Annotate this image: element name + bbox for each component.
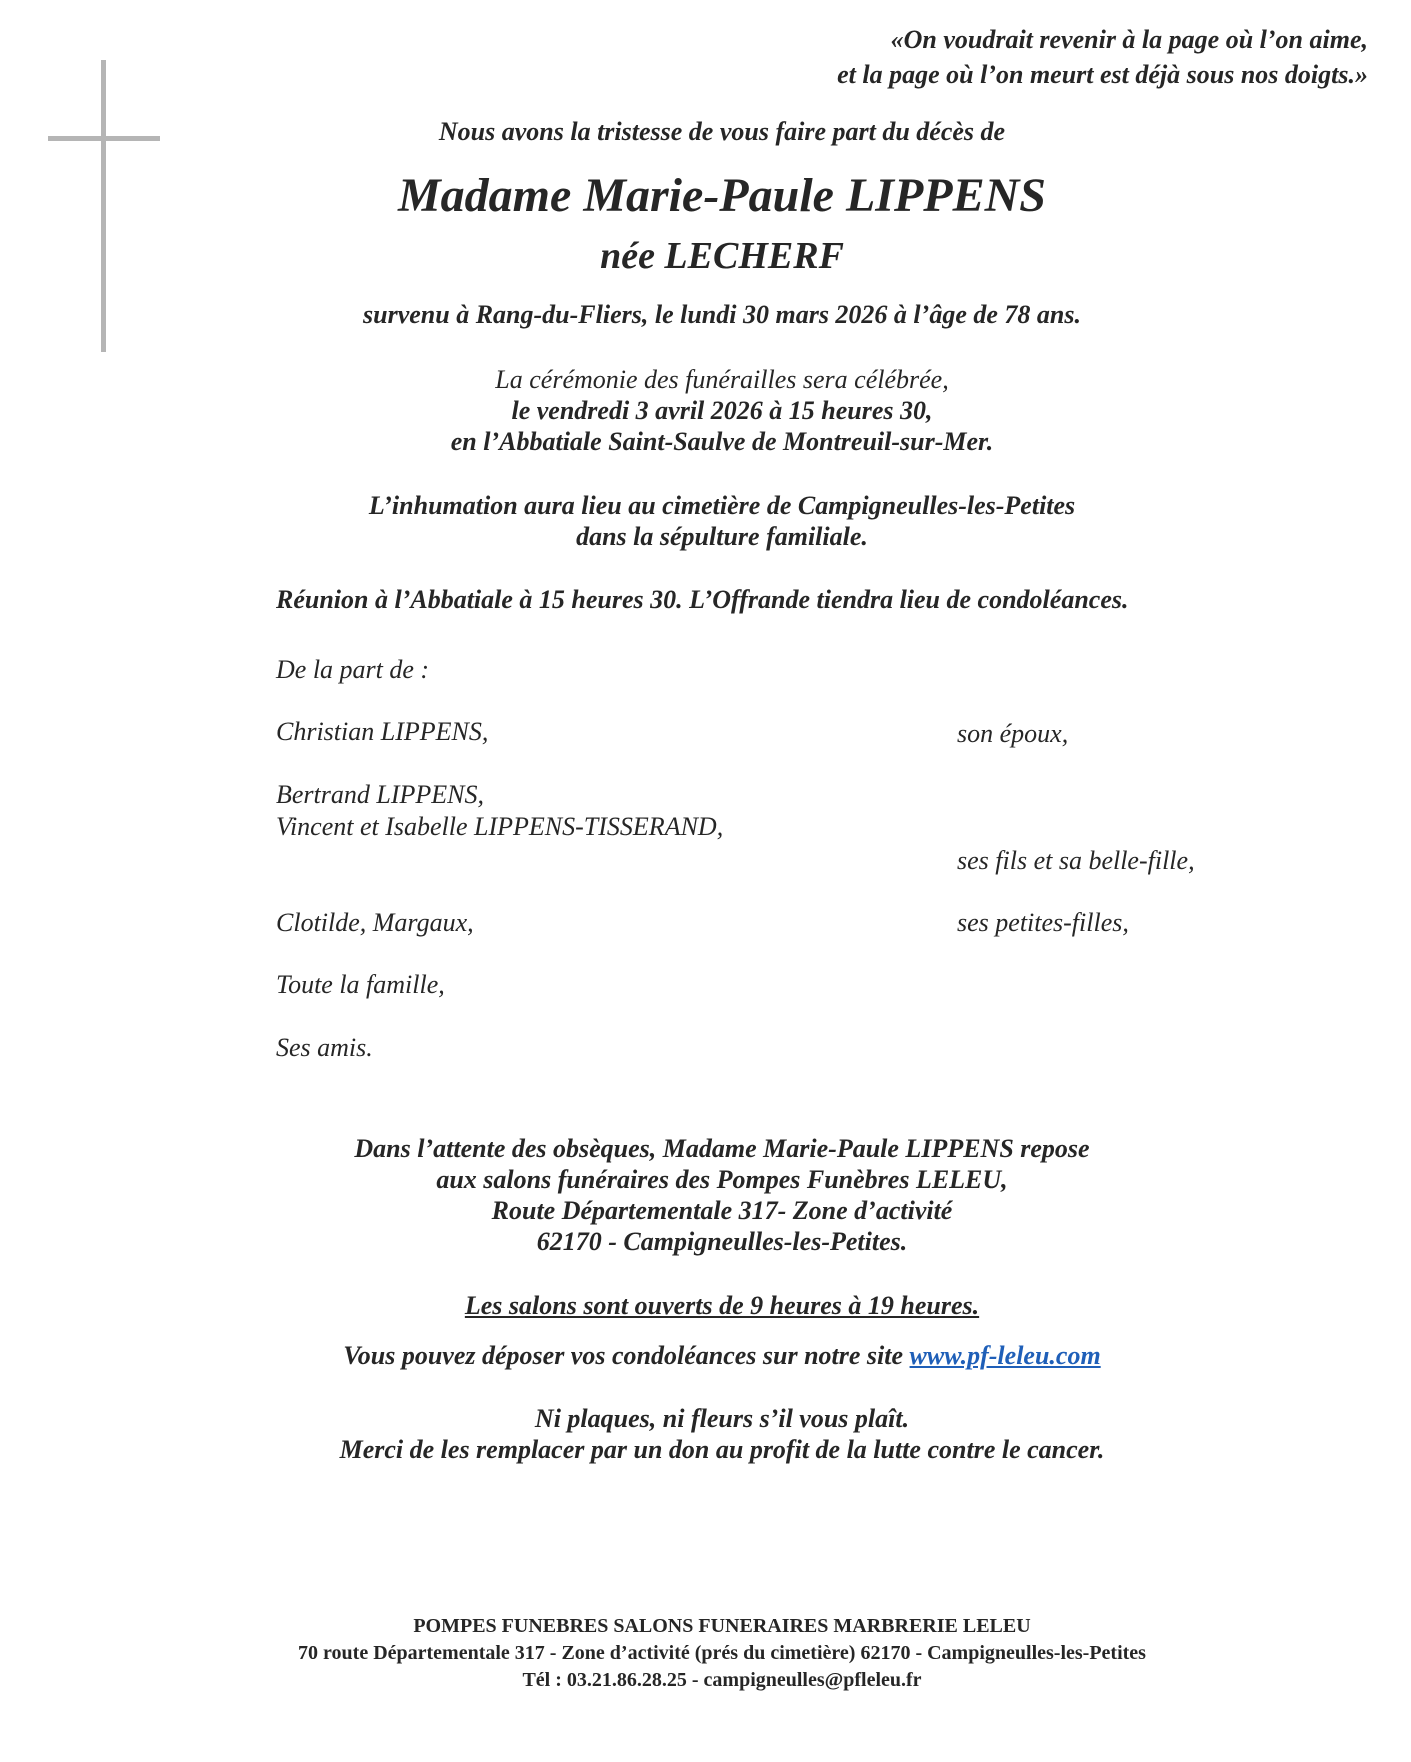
inhumation-line-1: L’inhumation aura lieu au cimetière de Campigneulles-les-Petites [368, 491, 1076, 520]
ceremony-line-1: La cérémonie des funérailles sera célébrée, [495, 365, 949, 394]
epigraph [837, 22, 1368, 92]
family-granddaughters: Clotilde, Margaux, [276, 908, 474, 937]
footer [0, 1613, 1411, 1694]
footer-contact: Tél : 03.21.86.28.25 - campigneulles@pfleleu.fr [522, 1669, 922, 1691]
maiden-name: née LECHERF [600, 235, 844, 277]
salon-block [0, 1133, 1411, 1257]
family-husband: Christian LIPPENS, [276, 717, 489, 746]
family-son-1: Bertrand LIPPENS, [276, 780, 484, 809]
no-flowers-block [0, 1403, 1411, 1465]
family-all: Toute la famille, [276, 970, 445, 999]
salon-line-1: Dans l’attente des obsèques, Madame Marie-Paule LIPPENS repose [354, 1134, 1090, 1163]
ceremony-line-2: le vendredi 3 avril 2026 à 15 heures 30, [511, 396, 933, 425]
family-friends: Ses amis. [276, 1033, 373, 1062]
ceremony-line-3: en l’Abbatiale Saint-Saulve de Montreuil-sur-Mer. [450, 427, 994, 456]
footer-address: 70 route Départementale 317 - Zone d’activité (prés du cimetière) 62170 - Campigneulles-les-Petites [298, 1642, 1146, 1664]
family-granddaughters-role: ses petites-filles, [957, 908, 1129, 937]
family-sons-role: ses fils et sa belle-fille, [957, 846, 1195, 875]
family-heading: De la part de : [276, 655, 430, 684]
deceased-name: Madame Marie-Paule LIPPENS [398, 169, 1046, 222]
reunion-text: Réunion à l’Abbatiale à 15 heures 30. L’Offrande tiendra lieu de condoléances. [276, 585, 1129, 614]
inhumation-line-2: dans la sépulture familiale. [576, 522, 868, 551]
epigraph-line-1: «On voudrait revenir à la page où l’on aime, [890, 25, 1368, 54]
opening-hours-text: Les salons sont ouverts de 9 heures à 19 heures. [464, 1291, 980, 1320]
footer-company: POMPES FUNEBRES SALONS FUNERAIRES MARBRERIE LELEU [413, 1615, 1031, 1637]
epigraph-line-2: et la page où l’on meurt est déjà sous nos doigts.» [837, 60, 1368, 89]
family-son-2: Vincent et Isabelle LIPPENS-TISSERAND, [276, 812, 724, 841]
opening-hours [0, 1291, 1411, 1321]
family-husband-role: son époux, [957, 719, 1069, 748]
ceremony-block [0, 364, 1411, 457]
no-flowers-line-1: Ni plaques, ni fleurs s’il vous plaît. [534, 1404, 910, 1433]
salon-line-2: aux salons funéraires des Pompes Funèbres LELEU, [436, 1165, 1008, 1194]
inhumation-block [0, 490, 1411, 552]
salon-line-4: 62170 - Campigneulles-les-Petites. [536, 1227, 908, 1256]
salon-line-3: Route Départementale 317- Zone d’activité [491, 1196, 953, 1225]
intro-text: Nous avons la tristesse de vous faire part du décès de [438, 117, 1006, 146]
no-flowers-line-2: Merci de les remplacer par un don au profit de la lutte contre le cancer. [339, 1435, 1105, 1464]
condolences-text: Vous pouvez déposer vos condoléances sur notre site [343, 1341, 910, 1370]
website-link[interactable]: www.pf-leleu.com [909, 1341, 1101, 1370]
condolences-line [0, 1341, 1411, 1371]
death-details: survenu à Rang-du-Fliers, le lundi 30 mars 2026 à l’âge de 78 ans. [363, 300, 1081, 329]
